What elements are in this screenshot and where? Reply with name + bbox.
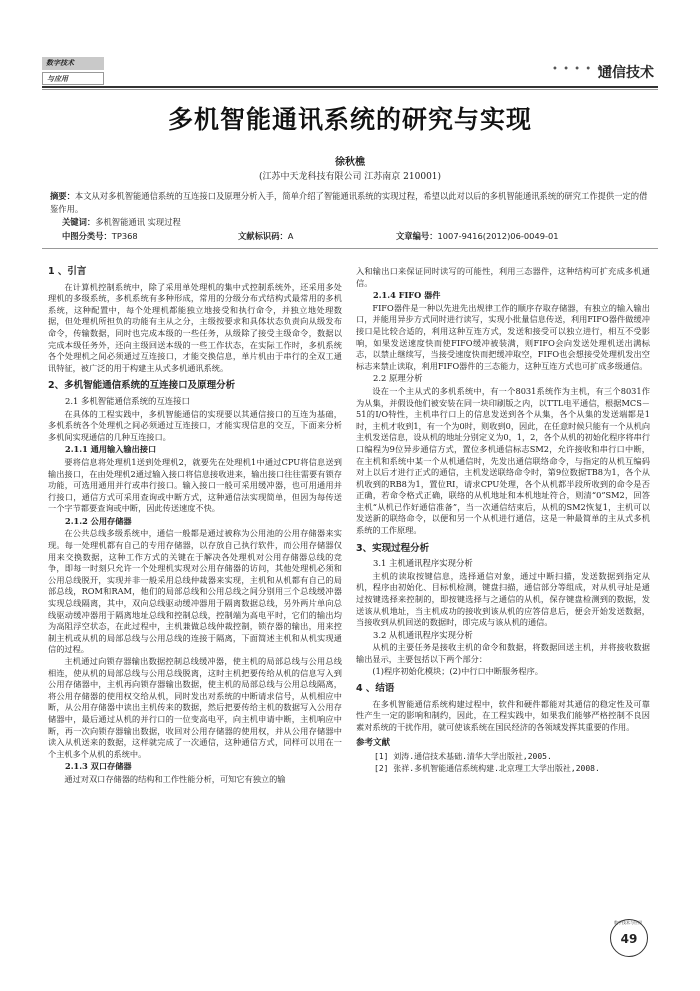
paragraph: 在多机智能通信系统构建过程中，软件和硬件都能对其通信的稳定性及可靠性产生一定的影响和制约，因此，在工程实践中，如果我们能够严格控制不良因素对系统的干扰作用，就可使该系统在国民经济的各领域发挥其重要的作用。	[356, 698, 650, 732]
doccode-value: A	[287, 231, 294, 241]
articleno-value: 1007-9416(2012)06-0049-01	[437, 231, 559, 241]
subsubsection-heading: 2.1.4 FIFO 器件	[373, 290, 441, 301]
clc-label: 中图分类号：	[62, 231, 112, 241]
paragraph: 主机的读取按键信息，选择通信对象，通过中断扫描，发送数据到指定从机，程序由初始化、目标机检测，键盘扫描，通信部分等组成，对从机寻址是通过按键选择来控制的，即按键选择与之通信的从机，保存键盘检测到的数据，发送该从机地址，当主机成功的接收到该从机的应答信息后，便会开始发送数据，当接收到从机回送的数据时，即完成与该从机的通信。	[356, 570, 650, 628]
abstract-text: 本文从对多机智能通信系统的互连接口及原理分析入手，简单介绍了智能通讯系统的实现过程，希望以此对以后的多机智能通讯系统的研究工作提供一定的借鉴作用。	[50, 191, 648, 214]
article-number	[396, 230, 559, 242]
subsubsection-heading: 2.1.2 公用存储器	[65, 515, 132, 526]
seal-text: 数字技术与应用	[614, 920, 642, 925]
subsection-heading: 3.2 从机通讯程序实现分析	[373, 629, 473, 640]
right-column	[356, 266, 650, 774]
keywords-text: 多机智能通讯 实现过程	[95, 217, 181, 227]
subsection-heading: 3.1 主机通讯程序实现分析	[373, 558, 473, 569]
journal-logo	[42, 57, 104, 87]
section-label: 通信技术	[598, 65, 654, 81]
paragraph: 入和输出口来保证同时读写的可能性，利用三态器件，这种结构可扩充成多机通信。	[356, 266, 650, 288]
document-code	[238, 230, 293, 242]
clc-number	[62, 230, 138, 242]
keywords	[50, 216, 652, 229]
abstract-block	[50, 190, 652, 229]
paragraph: 从机的主要任务是接收主机的命令和数据，将数据回送主机，并将接收数据输出显示，主要包括以下两个部分：	[356, 642, 650, 664]
header-dots: • • • • • •	[552, 64, 615, 75]
left-column	[48, 266, 342, 786]
abstract-label: 摘要：	[50, 191, 75, 201]
logo-line1: 数字技术	[42, 57, 104, 70]
author: 徐秋樵	[335, 157, 365, 168]
paragraph: (1)程序初始化模块；(2)中行口中断服务程序。	[372, 665, 543, 676]
paragraph: FIFO器件是一种以先进先出规律工作的顺序存取存储器，有独立的输入输出口，并能用异步方式同时进行读写，实现小批量信息传送，利用FIFO器件做缓冲接口是比较合适的，利用这种互连方式，发送和接受可以独立进行，相互不受影响，如果发送速度快而使FIFO缓冲被装满，则FIFO会向发送处理机送出满标志，以禁止继续写，当接受速度快而把缓冲取空，FIFO也会想接受处理机发出空标志来禁止读取，利用FIFO器件的三态能力，这种互连方式也可扩成多级通信。	[356, 302, 650, 371]
page-number: 49	[620, 932, 638, 946]
affiliation: (江苏中天龙科技有限公司 江苏南京 210001)	[258, 172, 442, 182]
section-heading: 4 、结语	[356, 683, 395, 695]
articleno-label: 文章编号：	[396, 231, 438, 241]
abstract-rule	[42, 248, 658, 249]
paragraph: 在计算机控制系统中，除了采用单处理机的集中式控制系统外，还采用多处理机的多级系统，多机系统有多种形成，常用的分级分布式结构式最常用的多机系统，这种配置中，每个处理机都能独立地接受和执行命令，并独立地处理数据，但处理机所担负的功能有主从之分，主级按要求和具体状态负责向从级发布命令，传输数据，同时也完成本级的一些任务，从级除了接受主级命令，数据以完成本级任务外，还向主级回送本级的一些工作状态，在实际工作时，多机系统各个处理机之间必须通过互连接口，才能交换信息，单片机由于串行的全双工通讯特征，被广泛的用于构建主从式多机通讯系统。	[48, 281, 342, 373]
paragraph: 主机通过向锁存器输出数据控制总线缓冲器，使主机的局部总线与公用总线相连，使从机的局部总线与公用总线脱离，这时主机把要传给从机的信息写入到公用存储器中，主机再向锁存器输出数据，使主机的局部总线与公用总线隔离，将公用存储器的使用权交给从机，同时发出对系统的中断请求信号，从机相应中断，从公用存储器中读出主机传来的数据，然后把要传给主机的数据写入公用存储器中，最后通过从机的并行口的一位变高电平，向主机申请中断，主机响应中断，再一次向锁存器输出数据，收回对公用存储器的使用权，并从公用存储器中读入从机送来的数据，这样就完成了一次通信，这种通信方式，同样可以用在一个主机多个从机的系统中。	[48, 656, 342, 759]
paragraph: 在公共总线多级系统中，通信一般都是通过被称为公用池的公用存储器来实现。每一处理机都有自己的专用存储器，以存放自己执行软件，而公用存储器仅用来交换数据，这种工作方式的关键在于解决各处理机对公用存储器总线的竞争，即每一时刻只允许一个处理机实现对公用存储器的访问，其他处理机必须和公用总线脱开，实现并非一般采用总线仲裁器来实现，主机和从机都有自己的局部总线，ROM和RAM，他们的局部总线和公用总线之间分别用三个总线缓冲器实现总线隔离，其中，双向总线驱动缓冲器用于隔离数据总线，另外两片单向总线驱动缓冲器用于隔离地址总线和控制总线，控制端为高电平时，它们的输出均为高阻浮空状态，在此过程中，主机兼做总线仲裁控制，锁存器的输出，用来控制主机或从机的局部总线与公用总线的连接于隔离，下面简述主机和从机实现通信的过程。	[48, 528, 342, 655]
paragraph: 通过对双口存储器的结构和工作性能分析，可知它有独立的输	[64, 773, 286, 784]
section-heading: 3、实现过程分析	[356, 542, 430, 554]
header-rule	[42, 86, 658, 88]
subsection-heading: 2.1 多机智能通信系统的互连接口	[65, 395, 190, 406]
section-heading: 2、多机智能通信系统的互连接口及原理分析	[48, 380, 236, 392]
references-heading: 参考文献	[356, 737, 391, 748]
page-title: 多机智能通讯系统的研究与实现	[167, 105, 532, 134]
keywords-label: 关键词：	[62, 217, 96, 227]
subsubsection-heading: 2.1.3 双口存储器	[65, 761, 132, 772]
subsubsection-heading: 2.1.1 通用输入输出接口	[65, 444, 157, 455]
clc-value: TP368	[111, 231, 138, 241]
doccode-label: 文献标识码：	[238, 231, 288, 241]
subsection-heading: 2.2 原理分析	[373, 373, 423, 384]
paragraph: 要将信息将处理机1送到处理机2，就要先在处理机1中通过CPU将信息送到输出接口，在由处理机2通过输入接口将信息接收进来，输出接口往往需要有锁存功能，可选用通用并行或串行接口。输入接口一般可采用缓冲器，也可用通用并行接口，通信方式可采用查询或中断方式，这种通信法实现简单，但因为每传送一个字节都要查询或中断，因此传送速度不快。	[48, 456, 342, 514]
reference-item: [2] 张祥.多机智能通信系统构建.北京理工大学出版社,2008.	[374, 763, 600, 773]
paragraph: 设在一个主从式的多机系统中，有一个8031系统作为主机，有三个8031作为从集，并假设他们被安装在同一块印刷版之内，以TTL电平通信，根据MCS－51的I/O特性，主机串行口上的信息发送到各个从集，各个从集的发送端都是1时，主机才收到1，有一个为0时，则收到0，因此，在任意时候只能有一个从机向主机发送信息，设从机的地址分别定义为0，1，2，各个从机的初始化程序将串行口编程为9位异步通信方式，置位多机通信标志SM2，允许接收和串行口中断，在主机和系统中某一个从机通信时，先发出通信联络命令，与指定的从机互编码对上以后才进行正式的通信，主机发送联络命令时，第9位数据TB8为1，各个从机收到的RB8为1，置位RI，请求CPU处理，各个从机都半段所收到的命令是否正确，若命令格式正确，联络的从机地址和本机地址符合，则清“0”SM2，回答主机“从机已作好通信准备”，当一次通信结束后，从机的SM2恢复1，主机可以发送新的联络命令，以便和另一个从机进行通信，这是一种最简单的主从式多机系统的工作原理。	[356, 385, 651, 536]
reference-item: [1] 刘涛.通信技术基础.清华大学出版社,2005.	[374, 752, 552, 762]
abstract	[50, 190, 652, 216]
page-number-seal	[610, 919, 648, 957]
logo-line2: 与应用	[42, 72, 104, 85]
section-heading: 1 、引言	[48, 266, 87, 277]
paragraph: 在具体的工程实践中，多机智能通信的实现要以其通信接口的互连为基础，多机系统各个处理机之间必须通过互连接口，才能实现信息的交互，下面来分析多机间实现通信的几种互连接口。	[48, 408, 342, 442]
header-rule-thin	[42, 89, 658, 90]
